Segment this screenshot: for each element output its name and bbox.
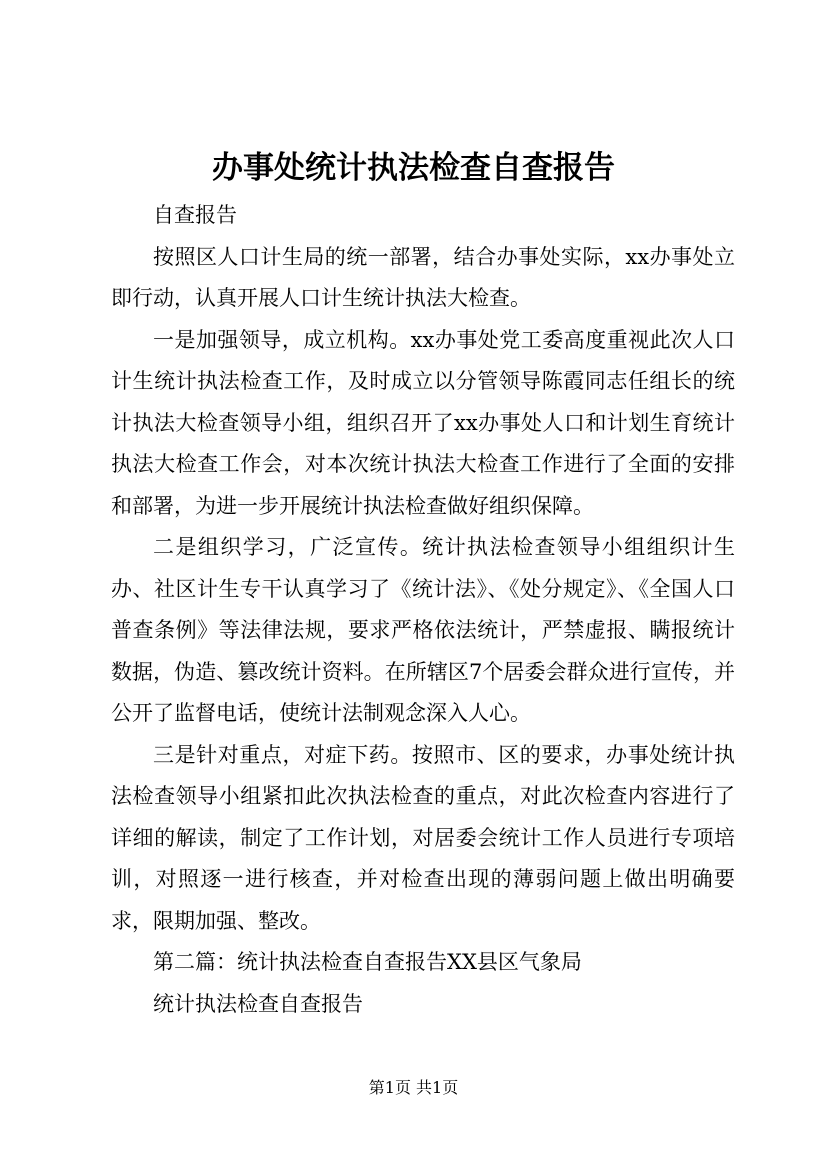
paragraph-intro: 按照区人口计生局的统一部署，结合办事处实际，xx办事处立即行动，认真开展人口计生统计执法大检查。: [111, 244, 735, 310]
document-body: [111, 195, 735, 1025]
paragraph-second-chapter: 第二篇：统计执法检查自查报告XX县区气象局: [153, 950, 582, 974]
paragraph-second-title: 统计执法检查自查报告: [153, 991, 363, 1016]
paragraph-subtitle: 自查报告: [153, 203, 237, 227]
page-number-footer: 第1页 共1页: [368, 1078, 459, 1097]
paragraph-focus: 三是针对重点，对症下药。按照市、区的要求，办事处统计执法检查领导小组紧扣此次执法检查的重点，对此次检查内容进行了详细的解读，制定了工作计划，对居委会统计工作人员进行专项培训，对照逐一进行核查，并对检查出现的薄弱问题上做出明确要求，限期加强、整改。: [111, 742, 735, 933]
paragraph-study: 二是组织学习，广泛宣传。统计执法检查领导小组组织计生办、社区计生专干认真学习了《统计法》、《处分规定》、《全国人口普查条例》等法律法规，要求严格依法统计，严禁虚报、瞒报统计数据，伪造、篡改统计资料。在所辖区7个居委会群众进行宣传，并公开了监督电话，使统计法制观念深入人心。: [111, 535, 735, 725]
document-title: 办事处统计执法检查自查报告: [212, 150, 615, 186]
paragraph-leadership: 一是加强领导，成立机构。xx办事处党工委高度重视此次人口计生统计执法检查工作，及时成立以分管领导陈霞同志任组长的统计执法大检查领导小组，组织召开了xx办事处人口和计划生育统计执法大检查工作会，对本次统计执法大检查工作进行了全面的安排和部署，为进一步开展统计执法检查做好组织保障。: [111, 327, 735, 518]
